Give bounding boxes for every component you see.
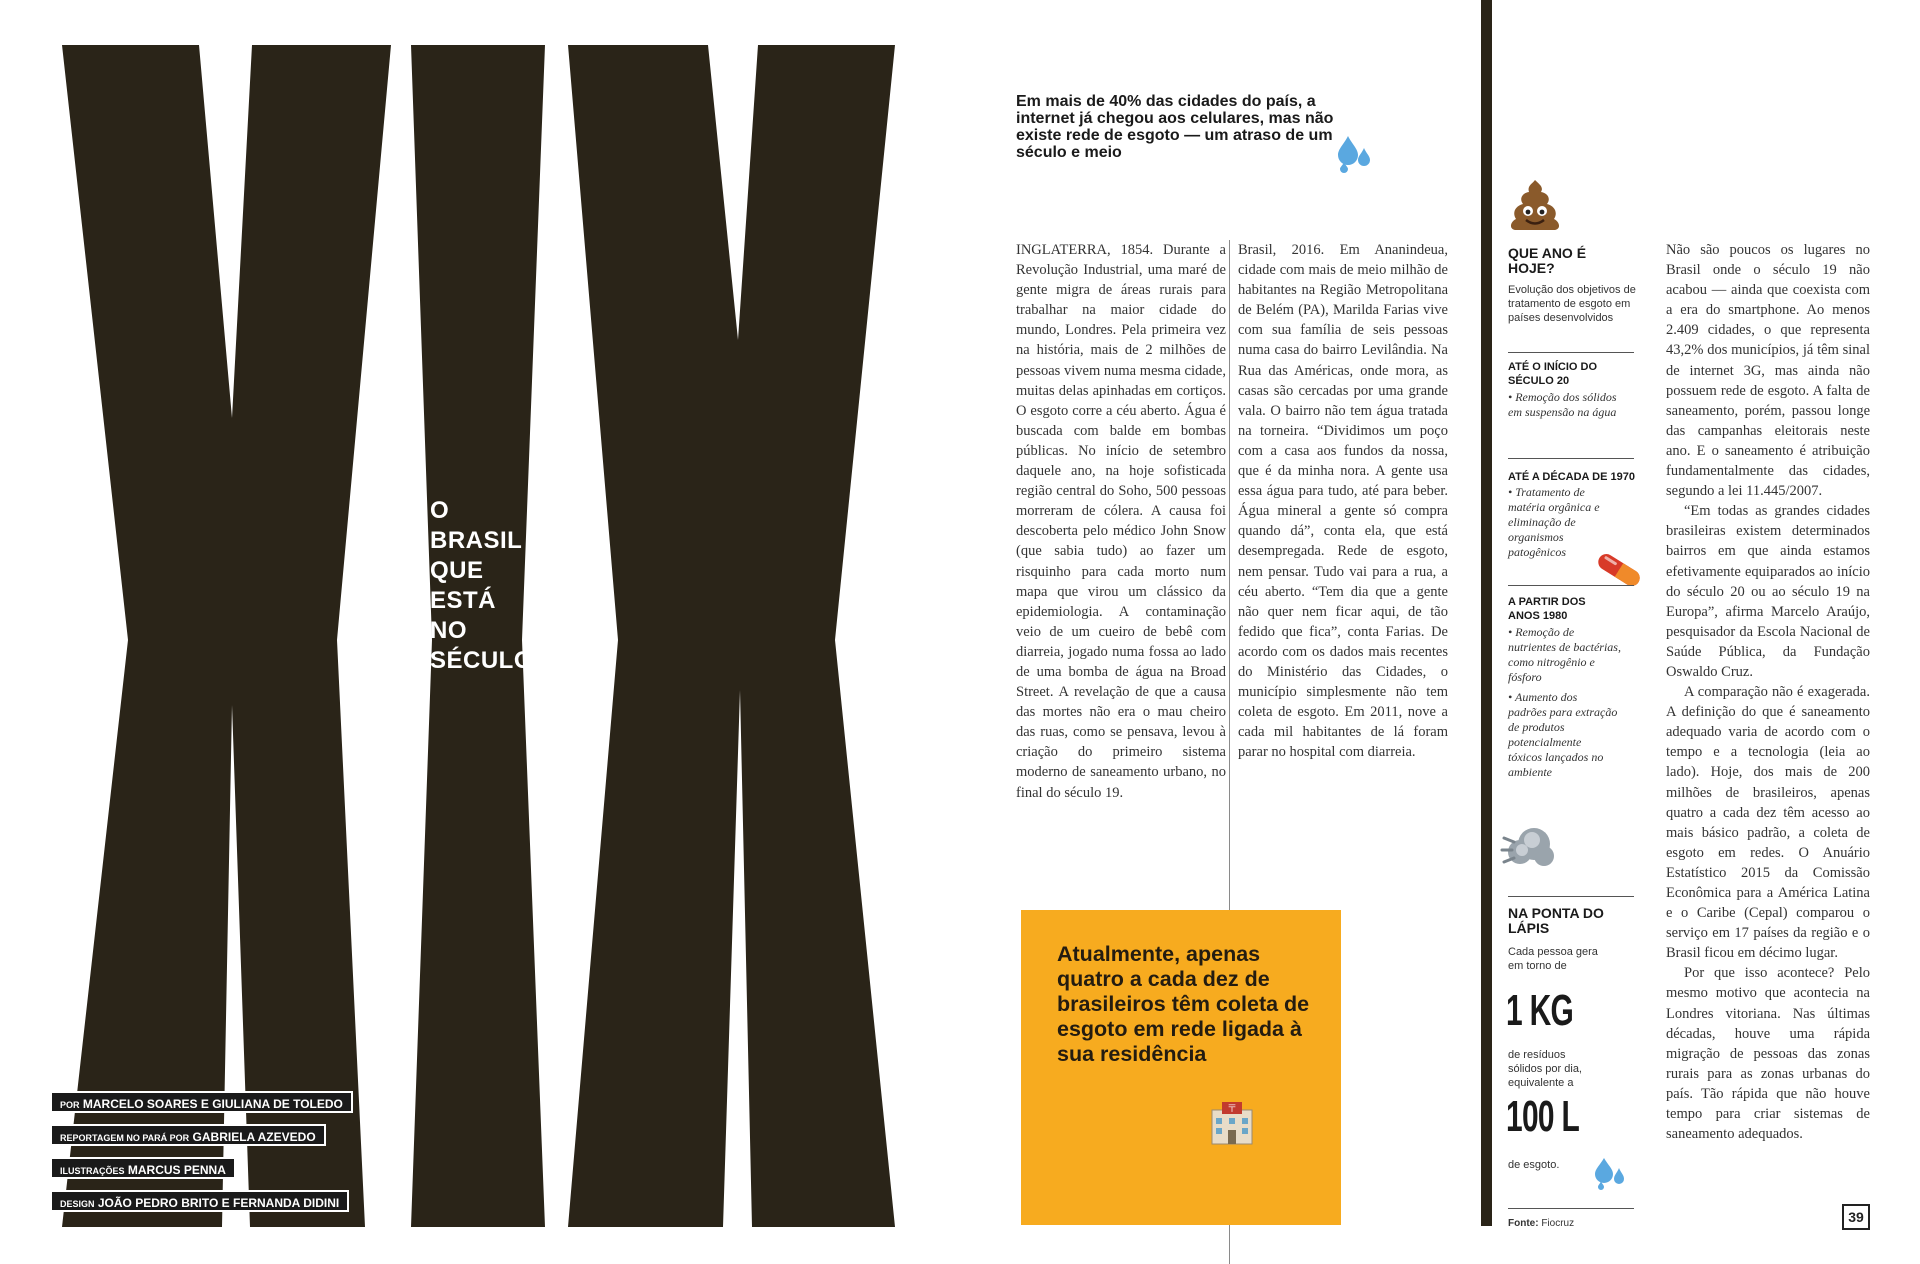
credit-illustrations: ILUSTRAÇÕES MARCUS PENNA	[50, 1157, 236, 1179]
pullquote-text: Atualmente, apenas quatro a cada dez de brasileiros têm coleta de esgoto em rede ligada à sua residência	[1057, 942, 1310, 1066]
credit-reporting: REPORTAGEM NO PARÁ POR GABRIELA AZEVEDO	[50, 1124, 326, 1146]
title-line: BRASIL	[430, 527, 523, 554]
title-line: NO	[430, 617, 467, 644]
source-credit: Fonte: Fiocruz	[1508, 1218, 1575, 1229]
credit-authors: POR MARCELO SOARES E GIULIANA DE TOLEDO	[50, 1091, 353, 1113]
era-label: ATÉ A DÉCADA DE 1970	[1508, 471, 1635, 483]
droplets-icon	[1334, 134, 1378, 174]
pencil-end: de esgoto.	[1508, 1159, 1560, 1171]
big-number-kg: 1 KG	[1506, 986, 1574, 1035]
era-label: A PARTIR DOS ANOS 1980	[1508, 596, 1586, 622]
pencil-mid: de resíduos sólidos por dia, equivalente a	[1508, 1049, 1582, 1089]
era-item: • Aumento dos padrões para extração de produtos potencialmente tóxicos lançados no ambiente	[1508, 690, 1618, 779]
sidebar-rule	[1508, 352, 1634, 353]
title-line: QUE	[430, 557, 484, 584]
lede: Em mais de 40% das cidades do país, a internet já chegou aos celulares, mas não existe rede de esgoto — um atraso de um século e meio	[1016, 93, 1334, 161]
pencil-intro: Cada pessoa gera em torno de	[1508, 946, 1598, 972]
page-number: 39	[1842, 1204, 1870, 1230]
title-line: SÉCULO	[430, 647, 534, 674]
era-label: ATÉ O INÍCIO DO SÉCULO 20	[1508, 361, 1598, 387]
body-column-2: Brasil, 2016. Em Ananindeua, cidade com mais de meio milhão de habitantes na Região Metropolitana de Belém (PA), Marilda Farias vive com sua família de seis pessoas numa casa do bairro Levilândia. Na Rua das Américas, onde mora, as casas são cercadas por uma grande vala. O bairro não tem água tratada na torneira. “Dividimos um poço com a casa aos fundos da nossa, que é da minha nora. A gente usa essa água para tudo, até para beber. Água mineral a gente só compra quando dá”, conta ela, que está desempregada. Rede de esgoto, nem pensar. Tudo vai para a rua, a céu aberto. “Tem dia que a gente não quer nem ficar aqui, de tão fedido que fica”, conta Farias. De acordo com os dados mais recentes do Ministério das Cidades, o município simplesmente não tem coleta de esgoto. Em 2011, nove a cada mil habitantes de lá foram parar no hospital com diarreia.	[1238, 242, 1448, 761]
pencil-heading: NA PONTA DO LÁPIS	[1508, 905, 1604, 936]
droplets-icon	[1592, 1156, 1630, 1194]
body-column-1: INGLATERRA, 1854. Durante a Revolução Industrial, uma maré de gente migra de áreas rurais para trabalhar na maior cidade do mundo, Londres. Pela primeira vez na história, mais de 2 milhões de pessoas vivem numa mesma cidade, muitas delas apinhadas em cortiços. O esgoto corre a céu aberto. Água é buscada com balde em bombas públicas. No início de setembro daquele ano, na hoje sofisticada região central do Soho, 500 pessoas morreram de cólera. A causa foi descoberta pelo médico John Snow (que sabia tudo) ao fazer um risquinho para cada morto num mapa que virou um clássico da epidemiologia. A contaminação veio de um cueiro de bebê com diarreia, jogado numa fossa ao lado de uma bomba de água na Broad Street. A revelação de que a causa das mortes não era o mau cheiro das ruas, como se pensava, levou à criação do primeiro sistema moderno de saneamento urbano, no final do século 19.	[1016, 242, 1226, 801]
sidebar-bar	[1481, 0, 1492, 1226]
era-item: • Tratamento de matéria orgânica e eliminação de organismos patogênicos	[1508, 485, 1600, 559]
title-line: O	[430, 497, 450, 524]
building-icon	[1208, 1100, 1256, 1146]
sidebar-rule	[1508, 896, 1634, 897]
sidebar-rule	[1508, 585, 1634, 586]
letter-x-right	[568, 45, 895, 1227]
era-item: • Remoção dos sólidos em suspensão na água	[1508, 390, 1617, 419]
sidebar-rule	[1508, 458, 1634, 459]
svg-text:〒: 〒	[1227, 1104, 1237, 1115]
sidebar-intro: Evolução dos objetivos de tratamento de esgoto em países desenvolvidos	[1508, 284, 1636, 324]
sidebar-rule	[1508, 1208, 1634, 1209]
letter-x-left	[62, 45, 391, 1227]
poop-icon	[1508, 178, 1562, 230]
vertical-title	[430, 496, 533, 676]
big-number-liters: 100 L	[1506, 1092, 1580, 1141]
title-line: ESTÁ	[430, 587, 497, 614]
credit-design: DESIGN JOÃO PEDRO BRITO E FERNANDA DIDINI	[50, 1190, 349, 1212]
cloud-icon	[1500, 820, 1560, 872]
era-item: • Remoção de nutrientes de bactérias, como nitrogênio e fósforo	[1508, 625, 1621, 684]
body-column-3: Não são poucos os lugares no Brasil onde o século 19 não acabou — ainda que coexista com a era do smartphone. Ao menos 2.409 cidades, o que representa 43,2% dos municípios, já têm sinal de internet 3G, mas ainda não possuem rede de esgoto. A falta de saneamento, porém, passou longe das campanhas eleitorais neste ano. E o saneamento é atribuição fundamentalmente das cidades, segundo a lei 11.445/2007. “Em todas as grandes cidades brasileiras existem determinados bairros em que ainda estamos efetivamente equiparados ao início do século 20 ou ao século 19 na Europa”, afirma Marcelo Araújo, pesquisador da Escola Nacional de Saúde Pública, da Fundação Oswaldo Cruz. A comparação não é exagerada. A definição do que é saneamento adequado varia de acordo com o tempo e a tecnologia (leia ao lado). Hoje, dos mais de 200 milhões de brasileiros, apenas quatro a cada dez têm acesso ao mais básico padrão, a coleta de esgoto em redes. O Anuário Estatístico 2015 da Comissão Econômica para a América Latina e o Caribe (Cepal) comparou o serviço em 17 países da região e o Brasil ficou em décimo lugar. Por que isso acontece? Pelo mesmo motivo que acontecia na Londres vitoriana. Nas últimas décadas, houve uma rápida migração de pessoas das zonas rurais para as zonas urbanas do país. Tão rápida que não houve tempo para criar sistemas de saneamento adequados.	[1666, 242, 1870, 1143]
sidebar-heading: QUE ANO É HOJE?	[1508, 245, 1587, 276]
